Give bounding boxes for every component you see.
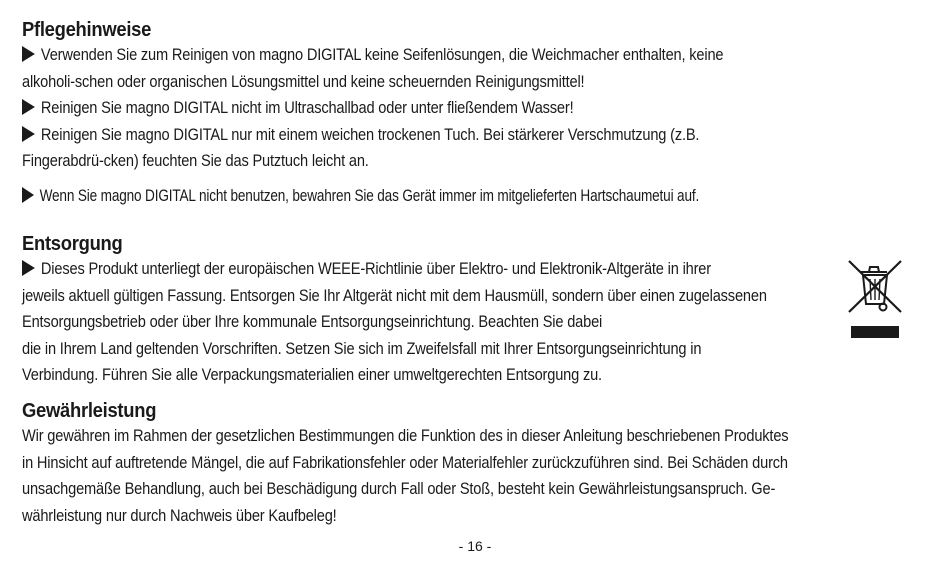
care-section [22, 19, 868, 209]
warranty-section [22, 400, 913, 529]
triangle-bullet-icon [22, 99, 35, 115]
disposal-section [22, 233, 888, 389]
disposal-heading: Entsorgung [22, 233, 123, 255]
disposal-line-3: Entsorgungsbetrieb oder über Ihre kommunale Entsorgungseinrichtung. Beachten Sie dabei [22, 312, 603, 331]
triangle-bullet-icon [22, 126, 35, 142]
care-line-2: alkoholi-schen oder organischen Lösungsmittel und keine scheuernden Reinigungsmittel! [22, 71, 585, 91]
care-line-6: Wenn Sie magno DIGITAL nicht benutzen, bewahren Sie das Gerät immer im mitgelieferten Hartschaumetui auf. [22, 183, 699, 210]
triangle-bullet-icon [22, 46, 35, 62]
warranty-line-3: unsachgemäße Behandlung, auch bei Beschädigung durch Fall oder Stoß, besteht kein Gewährleistungsanspruch. Ge- [22, 479, 776, 498]
disposal-line-5: Verbindung. Führen Sie alle Verpackungsmaterialien einer umweltgerechten Entsorgung zu. [22, 365, 602, 384]
page-number: - 16 - [458, 538, 492, 554]
warranty-line-4: währleistung nur durch Nachweis über Kaufbeleg! [22, 505, 337, 525]
warranty-line-1: Wir gewähren im Rahmen der gesetzlichen Bestimmungen die Funktion des in dieser Anleitung beschriebenen Produktes [22, 426, 789, 445]
disposal-line-1: Dieses Produkt unterliegt der europäischen WEEE-Richtlinie über Elektro- und Elektronik-Altgeräte in ihrer [22, 256, 767, 283]
triangle-bullet-icon [22, 260, 35, 276]
care-line-4: Reinigen Sie magno DIGITAL nur mit einem weichen trockenen Tuch. Bei stärkerer Verschmutzung (z.B. [22, 122, 750, 149]
care-line-3: Reinigen Sie magno DIGITAL nicht im Ultraschallbad oder unter fließendem Wasser! [22, 95, 750, 122]
warranty-heading: Gewährleistung [22, 400, 157, 422]
care-heading: Pflegehinweise [22, 19, 152, 41]
warranty-line-2: in Hinsicht auf auftretende Mängel, die auf Fabrikationsfehler oder Materialfehler zurückzuführen sind. Bei Schäden durch [22, 452, 788, 472]
care-line-1: Verwenden Sie zum Reinigen von magno DIGITAL keine Seifenlösungen, die Weichmacher enthalten, keine [22, 42, 750, 69]
disposal-line-4: die in Ihrem Land geltenden Vorschriften. Setzen Sie sich im Zweifelsfall mit Ihrer Entsorgungseinrichtung in [22, 338, 702, 358]
crossed-out-wheelie-bin-icon [843, 256, 907, 342]
care-line-5: Fingerabdrü-cken) feuchten Sie das Putztuch leicht an. [22, 151, 369, 170]
disposal-line-2: jeweils aktuell gültigen Fassung. Entsorgen Sie Ihr Altgerät nicht mit dem Hausmüll, sondern über einen zugelassenen [22, 285, 767, 305]
triangle-bullet-icon [22, 187, 34, 203]
